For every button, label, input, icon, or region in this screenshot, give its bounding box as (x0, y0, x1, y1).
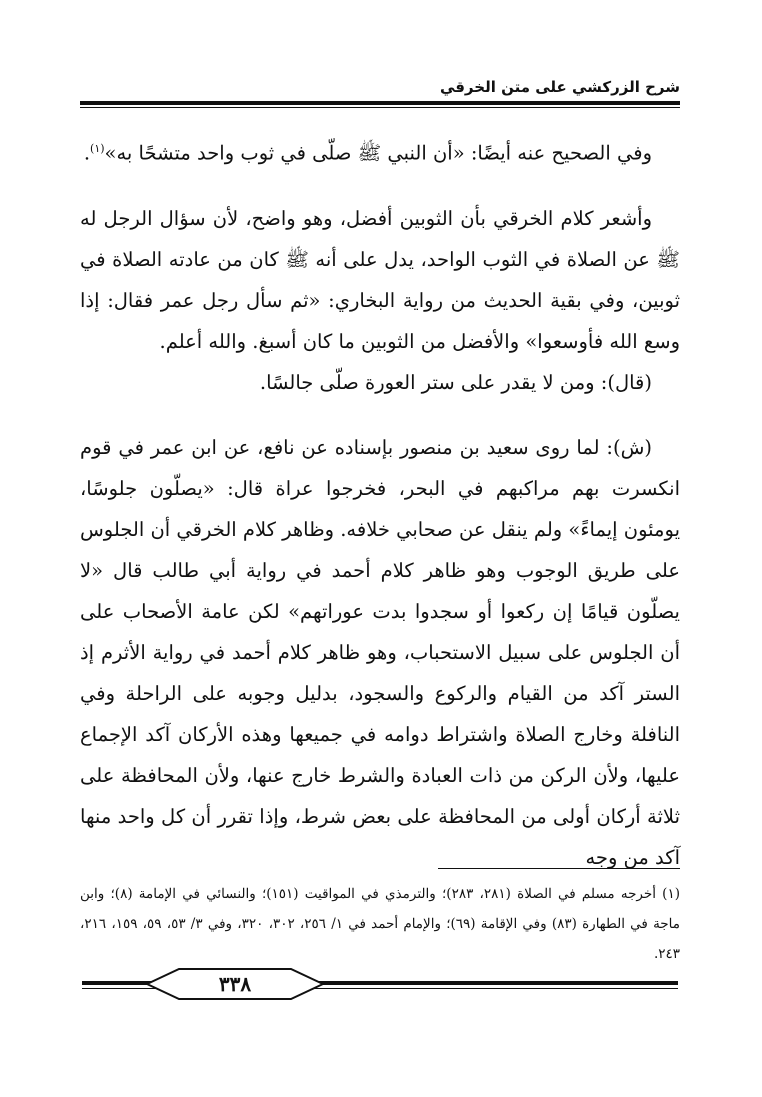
page-number-frame (145, 967, 325, 1001)
paragraph: (ش): لما روى سعيد بن منصور بإسناده عن نافع، عن ابن عمر في قوم انكسرت بهم مراكبهم في البحر، فخرجوا عراة قال: «يصلّون جلوسًا، يومئون إيماءً» ولم ينقل عن صحابي خلافه. وظاهر كلام الخرقي أن الجلوس على طريق الوجوب وهو ظاهر كلام أحمد في رواية أبي طالب قال «لا يصلّون قيامًا إن ركعوا أو سجدوا بدت عوراتهم» لكن عامة الأصحاب على أن الجلوس على سبيل الاستحباب، وهو ظاهر كلام أحمد في رواية الأثرم إذ الستر آكد من القيام والركوع والسجود، بدليل وجوبه على الراحلة وفي النافلة وخارج الصلاة واشتراط دوامه في جميعها وهذه الأركان آكد الإجماع عليها، ولأن الركن من ذات العبادة والشرط خارج عنها، ولأن المحافظة على ثلاثة أركان أولى من المحافظة على بعض شرط، وإذا تقرر أن كل واحد منها آكد من وجه (80, 435, 681, 869)
footnote-marker: (١) (90, 142, 105, 155)
page-number: ٣٣٨ (218, 972, 252, 996)
footnote: (١) أخرجه مسلم في الصلاة (٢٨١، ٢٨٣)؛ والترمذي في المواقيت (١٥١)؛ والنسائي في الإمامة (٨)؛ وابن ماجة في الطهارة (٨٣) وفي الإقامة (٦٩)؛ والإمام أحمد في ١/ ٢٥٦، ٣٠٢، ٣٢٠، وفي ٣/ ٥٣، ٥٩، ١٥٩، ٢١٦، ٢٤٣. (80, 886, 680, 962)
footnotes (80, 879, 680, 969)
paragraph: وفي الصحيح عنه أيضًا: «أن النبي ﷺ صلّى في ثوب واحد متشحًا به»$^{(١)}$. (83, 141, 652, 165)
header-title: شرح الزركشي على متن الخرقي (439, 78, 680, 96)
header-rule-thin (80, 107, 680, 108)
paragraph: وأشعر كلام الخرقي بأن الثوبين أفضل، وهو واضح، لأن سؤال الرجل له ﷺ عن الصلاة في الثوب الواحد، يدل على أنه ﷺ كان من عادته الصلاة في ثوبين، وفي بقية الحديث من رواية البخاري: «ثم سأل رجل عمر فقال: إذا وسع الله فأوسعوا» والأفضل من الثوبين ما كان أسبغ. والله أعلم. (80, 206, 680, 353)
paragraph: (قال): ومن لا يقدر على ستر العورة صلّى جالسًا. (259, 370, 652, 394)
header-rule-thick (80, 101, 680, 105)
main-text (80, 128, 680, 878)
footnote-separator (438, 868, 680, 869)
